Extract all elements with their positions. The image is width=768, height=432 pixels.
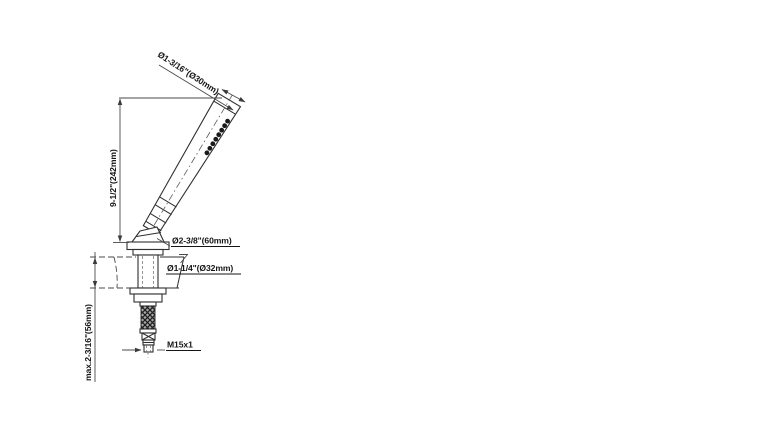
braided-hose bbox=[141, 306, 155, 329]
head-diameter-label: Ø1-3/16"(Ø30mm) bbox=[155, 49, 221, 97]
dimension-deck-thickness bbox=[83, 252, 95, 382]
hose-assembly bbox=[140, 302, 156, 352]
thread-tip bbox=[144, 345, 153, 352]
shank-diameter-label: Ø1-1/4"(Ø32mm) bbox=[167, 263, 234, 273]
hose-thread-label: M15x1 bbox=[167, 339, 193, 350]
lock-nut bbox=[130, 288, 166, 302]
shank-body bbox=[138, 255, 158, 288]
shower-wand bbox=[138, 88, 244, 240]
dimension-hose-thread bbox=[122, 340, 201, 351]
knurled-fitting bbox=[142, 333, 155, 340]
wand-body bbox=[140, 93, 241, 237]
base-diameter-label: Ø2-3/8"(60mm) bbox=[172, 235, 232, 246]
connector-nut bbox=[143, 340, 154, 345]
threaded-shank bbox=[138, 255, 158, 288]
overall-height-label: 9-1/2"(242mm) bbox=[108, 149, 118, 207]
flange-plate bbox=[127, 242, 169, 250]
flange-neck bbox=[133, 250, 163, 256]
base-flange bbox=[127, 242, 169, 255]
hose-collar-bottom bbox=[140, 329, 156, 333]
lock-nut-washer bbox=[130, 288, 166, 294]
hose-collar-top bbox=[140, 302, 156, 306]
lock-nut-body bbox=[134, 294, 162, 302]
deck-thickness-label: max.2-3/16"(56mm) bbox=[83, 304, 93, 381]
deck-break-line-left bbox=[114, 257, 117, 288]
